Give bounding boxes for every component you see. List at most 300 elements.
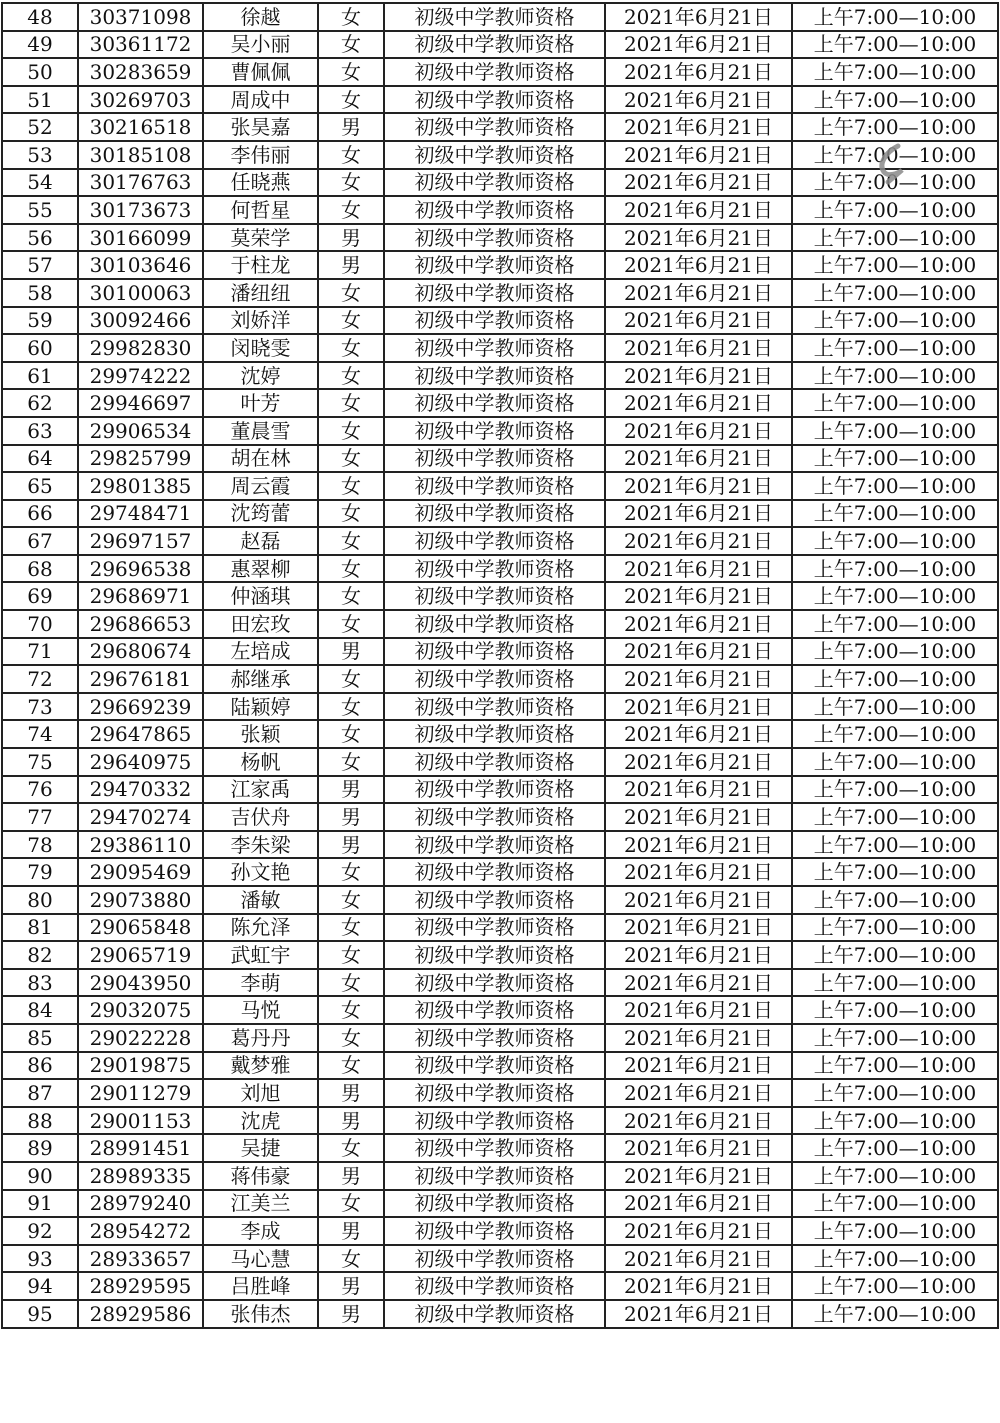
table-row bbox=[2, 941, 998, 969]
exam-id-cell: 29686971 bbox=[78, 582, 203, 610]
gender-cell: 女 bbox=[318, 307, 384, 335]
exam-time-cell: 上午7:00—10:00 bbox=[792, 1107, 998, 1135]
qualification-cell: 初级中学教师资格 bbox=[384, 169, 605, 197]
exam-id-cell: 29801385 bbox=[78, 472, 203, 500]
table-row bbox=[2, 1272, 998, 1300]
table-row bbox=[2, 86, 998, 114]
row-number-cell: 87 bbox=[2, 1079, 78, 1107]
qualification-cell: 初级中学教师资格 bbox=[384, 914, 605, 942]
row-number-cell: 94 bbox=[2, 1272, 78, 1300]
watermark-mark-icon bbox=[868, 142, 918, 186]
row-number-cell: 89 bbox=[2, 1134, 78, 1162]
exam-time-cell: 上午7:00—10:00 bbox=[792, 334, 998, 362]
row-number-cell: 65 bbox=[2, 472, 78, 500]
candidate-name-cell: 潘纽纽 bbox=[203, 279, 318, 307]
exam-date-cell: 2021年6月21日 bbox=[605, 858, 792, 886]
exam-date-cell: 2021年6月21日 bbox=[605, 693, 792, 721]
row-number-cell: 52 bbox=[2, 113, 78, 141]
qualification-cell: 初级中学教师资格 bbox=[384, 113, 605, 141]
candidate-name-cell: 叶芳 bbox=[203, 389, 318, 417]
gender-cell: 女 bbox=[318, 1052, 384, 1080]
candidate-name-cell: 吕胜峰 bbox=[203, 1272, 318, 1300]
table-row bbox=[2, 914, 998, 942]
candidate-name-cell: 周成中 bbox=[203, 86, 318, 114]
candidate-name-cell: 李萌 bbox=[203, 969, 318, 997]
table-row bbox=[2, 638, 998, 666]
gender-cell: 男 bbox=[318, 638, 384, 666]
exam-time-cell: 上午7:00—10:00 bbox=[792, 113, 998, 141]
qualification-cell: 初级中学教师资格 bbox=[384, 58, 605, 86]
row-number-cell: 82 bbox=[2, 941, 78, 969]
exam-date-cell: 2021年6月21日 bbox=[605, 610, 792, 638]
qualification-cell: 初级中学教师资格 bbox=[384, 1162, 605, 1190]
gender-cell: 女 bbox=[318, 748, 384, 776]
gender-cell: 女 bbox=[318, 969, 384, 997]
exam-id-cell: 29019875 bbox=[78, 1052, 203, 1080]
candidate-name-cell: 赵磊 bbox=[203, 527, 318, 555]
row-number-cell: 58 bbox=[2, 279, 78, 307]
exam-id-cell: 29676181 bbox=[78, 665, 203, 693]
qualification-cell: 初级中学教师资格 bbox=[384, 31, 605, 59]
exam-time-cell: 上午7:00—10:00 bbox=[792, 1245, 998, 1273]
table-row bbox=[2, 113, 998, 141]
exam-date-cell: 2021年6月21日 bbox=[605, 169, 792, 197]
row-number-cell: 72 bbox=[2, 665, 78, 693]
exam-id-cell: 29065719 bbox=[78, 941, 203, 969]
candidate-name-cell: 仲涵琪 bbox=[203, 582, 318, 610]
row-number-cell: 70 bbox=[2, 610, 78, 638]
qualification-cell: 初级中学教师资格 bbox=[384, 362, 605, 390]
row-number-cell: 80 bbox=[2, 886, 78, 914]
exam-date-cell: 2021年6月21日 bbox=[605, 1079, 792, 1107]
exam-date-cell: 2021年6月21日 bbox=[605, 279, 792, 307]
exam-id-cell: 30371098 bbox=[78, 3, 203, 31]
candidate-name-cell: 刘娇洋 bbox=[203, 307, 318, 335]
exam-id-cell: 29095469 bbox=[78, 858, 203, 886]
qualification-cell: 初级中学教师资格 bbox=[384, 334, 605, 362]
exam-date-cell: 2021年6月21日 bbox=[605, 224, 792, 252]
candidate-name-cell: 刘旭 bbox=[203, 1079, 318, 1107]
candidate-name-cell: 于柱龙 bbox=[203, 251, 318, 279]
qualification-cell: 初级中学教师资格 bbox=[384, 389, 605, 417]
exam-date-cell: 2021年6月21日 bbox=[605, 472, 792, 500]
exam-time-cell: 上午7:00—10:00 bbox=[792, 1217, 998, 1245]
row-number-cell: 81 bbox=[2, 914, 78, 942]
qualification-cell: 初级中学教师资格 bbox=[384, 279, 605, 307]
candidate-name-cell: 张昊嘉 bbox=[203, 113, 318, 141]
exam-date-cell: 2021年6月21日 bbox=[605, 1107, 792, 1135]
exam-id-cell: 29696538 bbox=[78, 555, 203, 583]
exam-id-cell: 30173673 bbox=[78, 196, 203, 224]
gender-cell: 女 bbox=[318, 472, 384, 500]
table-row bbox=[2, 1245, 998, 1273]
candidate-name-cell: 江美兰 bbox=[203, 1190, 318, 1218]
qualification-cell: 初级中学教师资格 bbox=[384, 1300, 605, 1328]
gender-cell: 女 bbox=[318, 886, 384, 914]
table-row bbox=[2, 362, 998, 390]
exam-date-cell: 2021年6月21日 bbox=[605, 1052, 792, 1080]
exam-date-cell: 2021年6月21日 bbox=[605, 251, 792, 279]
exam-date-cell: 2021年6月21日 bbox=[605, 555, 792, 583]
qualification-cell: 初级中学教师资格 bbox=[384, 251, 605, 279]
exam-time-cell: 上午7:00—10:00 bbox=[792, 58, 998, 86]
gender-cell: 女 bbox=[318, 417, 384, 445]
gender-cell: 男 bbox=[318, 831, 384, 859]
qualification-cell: 初级中学教师资格 bbox=[384, 1024, 605, 1052]
row-number-cell: 54 bbox=[2, 169, 78, 197]
exam-id-cell: 30269703 bbox=[78, 86, 203, 114]
exam-date-cell: 2021年6月21日 bbox=[605, 527, 792, 555]
qualification-cell: 初级中学教师资格 bbox=[384, 1245, 605, 1273]
candidate-name-cell: 张颖 bbox=[203, 720, 318, 748]
table-row bbox=[2, 1107, 998, 1135]
table-row bbox=[2, 693, 998, 721]
candidate-name-cell: 张伟杰 bbox=[203, 1300, 318, 1328]
gender-cell: 女 bbox=[318, 582, 384, 610]
exam-id-cell: 30166099 bbox=[78, 224, 203, 252]
qualification-cell: 初级中学教师资格 bbox=[384, 638, 605, 666]
exam-time-cell: 上午7:00—10:00 bbox=[792, 500, 998, 528]
row-number-cell: 66 bbox=[2, 500, 78, 528]
qualification-cell: 初级中学教师资格 bbox=[384, 1052, 605, 1080]
exam-time-cell: 上午7:00—10:00 bbox=[792, 86, 998, 114]
qualification-cell: 初级中学教师资格 bbox=[384, 748, 605, 776]
exam-date-cell: 2021年6月21日 bbox=[605, 141, 792, 169]
exam-id-cell: 29001153 bbox=[78, 1107, 203, 1135]
exam-date-cell: 2021年6月21日 bbox=[605, 1134, 792, 1162]
qualification-cell: 初级中学教师资格 bbox=[384, 720, 605, 748]
candidate-name-cell: 戴梦雅 bbox=[203, 1052, 318, 1080]
table-row bbox=[2, 417, 998, 445]
exam-time-cell: 上午7:00—10:00 bbox=[792, 803, 998, 831]
gender-cell: 女 bbox=[318, 1245, 384, 1273]
table-row bbox=[2, 831, 998, 859]
table-row bbox=[2, 31, 998, 59]
gender-cell: 女 bbox=[318, 31, 384, 59]
exam-time-cell: 上午7:00—10:00 bbox=[792, 141, 998, 169]
exam-time-cell: 上午7:00—10:00 bbox=[792, 1052, 998, 1080]
row-number-cell: 67 bbox=[2, 527, 78, 555]
qualification-cell: 初级中学教师资格 bbox=[384, 527, 605, 555]
gender-cell: 女 bbox=[318, 693, 384, 721]
table-row bbox=[2, 389, 998, 417]
exam-time-cell: 上午7:00—10:00 bbox=[792, 527, 998, 555]
exam-date-cell: 2021年6月21日 bbox=[605, 665, 792, 693]
row-number-cell: 79 bbox=[2, 858, 78, 886]
exam-date-cell: 2021年6月21日 bbox=[605, 803, 792, 831]
candidate-name-cell: 董晨雪 bbox=[203, 417, 318, 445]
exam-time-cell: 上午7:00—10:00 bbox=[792, 886, 998, 914]
exam-time-cell: 上午7:00—10:00 bbox=[792, 1024, 998, 1052]
candidate-name-cell: 杨帆 bbox=[203, 748, 318, 776]
row-number-cell: 88 bbox=[2, 1107, 78, 1135]
exam-id-cell: 29669239 bbox=[78, 693, 203, 721]
qualification-cell: 初级中学教师资格 bbox=[384, 445, 605, 473]
exam-id-cell: 29470332 bbox=[78, 776, 203, 804]
exam-time-cell: 上午7:00—10:00 bbox=[792, 196, 998, 224]
exam-time-cell: 上午7:00—10:00 bbox=[792, 31, 998, 59]
exam-date-cell: 2021年6月21日 bbox=[605, 1245, 792, 1273]
qualification-cell: 初级中学教师资格 bbox=[384, 886, 605, 914]
gender-cell: 男 bbox=[318, 803, 384, 831]
exam-id-cell: 29946697 bbox=[78, 389, 203, 417]
gender-cell: 女 bbox=[318, 334, 384, 362]
exam-date-cell: 2021年6月21日 bbox=[605, 86, 792, 114]
candidate-name-cell: 曹佩佩 bbox=[203, 58, 318, 86]
exam-time-cell: 上午7:00—10:00 bbox=[792, 941, 998, 969]
candidate-name-cell: 武虹宇 bbox=[203, 941, 318, 969]
exam-date-cell: 2021年6月21日 bbox=[605, 831, 792, 859]
exam-date-cell: 2021年6月21日 bbox=[605, 307, 792, 335]
qualification-cell: 初级中学教师资格 bbox=[384, 1134, 605, 1162]
exam-id-cell: 29043950 bbox=[78, 969, 203, 997]
row-number-cell: 61 bbox=[2, 362, 78, 390]
row-number-cell: 84 bbox=[2, 996, 78, 1024]
candidate-name-cell: 郝继承 bbox=[203, 665, 318, 693]
row-number-cell: 55 bbox=[2, 196, 78, 224]
gender-cell: 男 bbox=[318, 1079, 384, 1107]
gender-cell: 男 bbox=[318, 1107, 384, 1135]
exam-time-cell: 上午7:00—10:00 bbox=[792, 555, 998, 583]
exam-id-cell: 28954272 bbox=[78, 1217, 203, 1245]
row-number-cell: 85 bbox=[2, 1024, 78, 1052]
exam-date-cell: 2021年6月21日 bbox=[605, 58, 792, 86]
qualification-cell: 初级中学教师资格 bbox=[384, 610, 605, 638]
exam-time-cell: 上午7:00—10:00 bbox=[792, 389, 998, 417]
table-row bbox=[2, 279, 998, 307]
qualification-cell: 初级中学教师资格 bbox=[384, 776, 605, 804]
row-number-cell: 91 bbox=[2, 1190, 78, 1218]
table-row bbox=[2, 334, 998, 362]
table-row bbox=[2, 196, 998, 224]
exam-date-cell: 2021年6月21日 bbox=[605, 996, 792, 1024]
gender-cell: 女 bbox=[318, 610, 384, 638]
exam-time-cell: 上午7:00—10:00 bbox=[792, 914, 998, 942]
candidate-name-cell: 沈虎 bbox=[203, 1107, 318, 1135]
exam-date-cell: 2021年6月21日 bbox=[605, 417, 792, 445]
gender-cell: 男 bbox=[318, 1162, 384, 1190]
table-row bbox=[2, 665, 998, 693]
table-row bbox=[2, 1024, 998, 1052]
exam-id-cell: 28991451 bbox=[78, 1134, 203, 1162]
gender-cell: 女 bbox=[318, 169, 384, 197]
exam-date-cell: 2021年6月21日 bbox=[605, 638, 792, 666]
exam-time-cell: 上午7:00—10:00 bbox=[792, 169, 998, 197]
exam-id-cell: 29906534 bbox=[78, 417, 203, 445]
row-number-cell: 78 bbox=[2, 831, 78, 859]
exam-date-cell: 2021年6月21日 bbox=[605, 3, 792, 31]
qualification-cell: 初级中学教师资格 bbox=[384, 500, 605, 528]
table-row bbox=[2, 1300, 998, 1328]
candidate-name-cell: 孙文艳 bbox=[203, 858, 318, 886]
exam-id-cell: 30361172 bbox=[78, 31, 203, 59]
gender-cell: 女 bbox=[318, 665, 384, 693]
exam-date-cell: 2021年6月21日 bbox=[605, 196, 792, 224]
exam-id-cell: 30176763 bbox=[78, 169, 203, 197]
table-row bbox=[2, 1052, 998, 1080]
qualification-cell: 初级中学教师资格 bbox=[384, 417, 605, 445]
exam-id-cell: 30103646 bbox=[78, 251, 203, 279]
gender-cell: 女 bbox=[318, 362, 384, 390]
candidate-name-cell: 沈婷 bbox=[203, 362, 318, 390]
exam-id-cell: 29011279 bbox=[78, 1079, 203, 1107]
gender-cell: 女 bbox=[318, 555, 384, 583]
candidate-name-cell: 陈允泽 bbox=[203, 914, 318, 942]
exam-time-cell: 上午7:00—10:00 bbox=[792, 831, 998, 859]
candidate-name-cell: 潘敏 bbox=[203, 886, 318, 914]
exam-id-cell: 29680674 bbox=[78, 638, 203, 666]
table-row bbox=[2, 1190, 998, 1218]
candidate-name-cell: 吴小丽 bbox=[203, 31, 318, 59]
candidate-name-cell: 闵晓雯 bbox=[203, 334, 318, 362]
qualification-cell: 初级中学教师资格 bbox=[384, 3, 605, 31]
table-row bbox=[2, 472, 998, 500]
row-number-cell: 69 bbox=[2, 582, 78, 610]
exam-time-cell: 上午7:00—10:00 bbox=[792, 693, 998, 721]
qualification-cell: 初级中学教师资格 bbox=[384, 307, 605, 335]
table-row bbox=[2, 1134, 998, 1162]
exam-id-cell: 29686653 bbox=[78, 610, 203, 638]
gender-cell: 女 bbox=[318, 941, 384, 969]
exam-time-cell: 上午7:00—10:00 bbox=[792, 858, 998, 886]
candidate-name-cell: 何哲星 bbox=[203, 196, 318, 224]
table-row bbox=[2, 141, 998, 169]
exam-date-cell: 2021年6月21日 bbox=[605, 1272, 792, 1300]
table-row bbox=[2, 58, 998, 86]
table-row bbox=[2, 720, 998, 748]
row-number-cell: 90 bbox=[2, 1162, 78, 1190]
exam-date-cell: 2021年6月21日 bbox=[605, 1217, 792, 1245]
qualification-cell: 初级中学教师资格 bbox=[384, 665, 605, 693]
candidate-name-cell: 李朱梁 bbox=[203, 831, 318, 859]
exam-time-cell: 上午7:00—10:00 bbox=[792, 362, 998, 390]
candidate-name-cell: 田宏玫 bbox=[203, 610, 318, 638]
gender-cell: 女 bbox=[318, 914, 384, 942]
qualification-cell: 初级中学教师资格 bbox=[384, 803, 605, 831]
exam-time-cell: 上午7:00—10:00 bbox=[792, 224, 998, 252]
exam-id-cell: 29982830 bbox=[78, 334, 203, 362]
table-row bbox=[2, 555, 998, 583]
exam-time-cell: 上午7:00—10:00 bbox=[792, 251, 998, 279]
exam-time-cell: 上午7:00—10:00 bbox=[792, 445, 998, 473]
table-row bbox=[2, 858, 998, 886]
table-row bbox=[2, 996, 998, 1024]
exam-date-cell: 2021年6月21日 bbox=[605, 941, 792, 969]
candidate-name-cell: 徐越 bbox=[203, 3, 318, 31]
gender-cell: 男 bbox=[318, 113, 384, 141]
candidate-name-cell: 吴捷 bbox=[203, 1134, 318, 1162]
table-row bbox=[2, 500, 998, 528]
exam-id-cell: 29647865 bbox=[78, 720, 203, 748]
exam-date-cell: 2021年6月21日 bbox=[605, 334, 792, 362]
table-row bbox=[2, 1217, 998, 1245]
exam-date-cell: 2021年6月21日 bbox=[605, 445, 792, 473]
exam-id-cell: 29470274 bbox=[78, 803, 203, 831]
exam-time-cell: 上午7:00—10:00 bbox=[792, 1079, 998, 1107]
candidate-name-cell: 莫荣学 bbox=[203, 224, 318, 252]
exam-id-cell: 28929586 bbox=[78, 1300, 203, 1328]
row-number-cell: 86 bbox=[2, 1052, 78, 1080]
qualification-cell: 初级中学教师资格 bbox=[384, 996, 605, 1024]
exam-date-cell: 2021年6月21日 bbox=[605, 500, 792, 528]
row-number-cell: 92 bbox=[2, 1217, 78, 1245]
exam-time-cell: 上午7:00—10:00 bbox=[792, 1134, 998, 1162]
table-row bbox=[2, 3, 998, 31]
gender-cell: 男 bbox=[318, 224, 384, 252]
row-number-cell: 95 bbox=[2, 1300, 78, 1328]
exam-id-cell: 28989335 bbox=[78, 1162, 203, 1190]
qualification-cell: 初级中学教师资格 bbox=[384, 1190, 605, 1218]
row-number-cell: 75 bbox=[2, 748, 78, 776]
exam-time-cell: 上午7:00—10:00 bbox=[792, 472, 998, 500]
roster-table bbox=[1, 2, 999, 1329]
gender-cell: 女 bbox=[318, 389, 384, 417]
gender-cell: 女 bbox=[318, 1190, 384, 1218]
gender-cell: 女 bbox=[318, 141, 384, 169]
table-row bbox=[2, 886, 998, 914]
exam-id-cell: 28929595 bbox=[78, 1272, 203, 1300]
exam-time-cell: 上午7:00—10:00 bbox=[792, 996, 998, 1024]
gender-cell: 女 bbox=[318, 527, 384, 555]
table-row bbox=[2, 748, 998, 776]
roster-table-body bbox=[2, 3, 998, 1328]
exam-time-cell: 上午7:00—10:00 bbox=[792, 610, 998, 638]
gender-cell: 男 bbox=[318, 1272, 384, 1300]
exam-time-cell: 上午7:00—10:00 bbox=[792, 417, 998, 445]
qualification-cell: 初级中学教师资格 bbox=[384, 969, 605, 997]
row-number-cell: 63 bbox=[2, 417, 78, 445]
qualification-cell: 初级中学教师资格 bbox=[384, 693, 605, 721]
exam-time-cell: 上午7:00—10:00 bbox=[792, 1190, 998, 1218]
exam-time-cell: 上午7:00—10:00 bbox=[792, 1162, 998, 1190]
row-number-cell: 76 bbox=[2, 776, 78, 804]
exam-id-cell: 29065848 bbox=[78, 914, 203, 942]
exam-id-cell: 29974222 bbox=[78, 362, 203, 390]
exam-time-cell: 上午7:00—10:00 bbox=[792, 279, 998, 307]
candidate-name-cell: 胡在林 bbox=[203, 445, 318, 473]
exam-time-cell: 上午7:00—10:00 bbox=[792, 3, 998, 31]
qualification-cell: 初级中学教师资格 bbox=[384, 141, 605, 169]
exam-id-cell: 29386110 bbox=[78, 831, 203, 859]
row-number-cell: 83 bbox=[2, 969, 78, 997]
gender-cell: 女 bbox=[318, 86, 384, 114]
qualification-cell: 初级中学教师资格 bbox=[384, 86, 605, 114]
exam-id-cell: 30216518 bbox=[78, 113, 203, 141]
table-row bbox=[2, 610, 998, 638]
table-row bbox=[2, 169, 998, 197]
exam-time-cell: 上午7:00—10:00 bbox=[792, 776, 998, 804]
exam-date-cell: 2021年6月21日 bbox=[605, 113, 792, 141]
exam-date-cell: 2021年6月21日 bbox=[605, 389, 792, 417]
candidate-name-cell: 蒋伟豪 bbox=[203, 1162, 318, 1190]
qualification-cell: 初级中学教师资格 bbox=[384, 224, 605, 252]
qualification-cell: 初级中学教师资格 bbox=[384, 858, 605, 886]
exam-id-cell: 29032075 bbox=[78, 996, 203, 1024]
qualification-cell: 初级中学教师资格 bbox=[384, 1272, 605, 1300]
exam-time-cell: 上午7:00—10:00 bbox=[792, 665, 998, 693]
table-row bbox=[2, 803, 998, 831]
table-row bbox=[2, 776, 998, 804]
exam-id-cell: 29073880 bbox=[78, 886, 203, 914]
row-number-cell: 68 bbox=[2, 555, 78, 583]
row-number-cell: 56 bbox=[2, 224, 78, 252]
row-number-cell: 93 bbox=[2, 1245, 78, 1273]
candidate-name-cell: 江家禹 bbox=[203, 776, 318, 804]
table-row bbox=[2, 1162, 998, 1190]
exam-time-cell: 上午7:00—10:00 bbox=[792, 582, 998, 610]
exam-id-cell: 29022228 bbox=[78, 1024, 203, 1052]
exam-id-cell: 28933657 bbox=[78, 1245, 203, 1273]
